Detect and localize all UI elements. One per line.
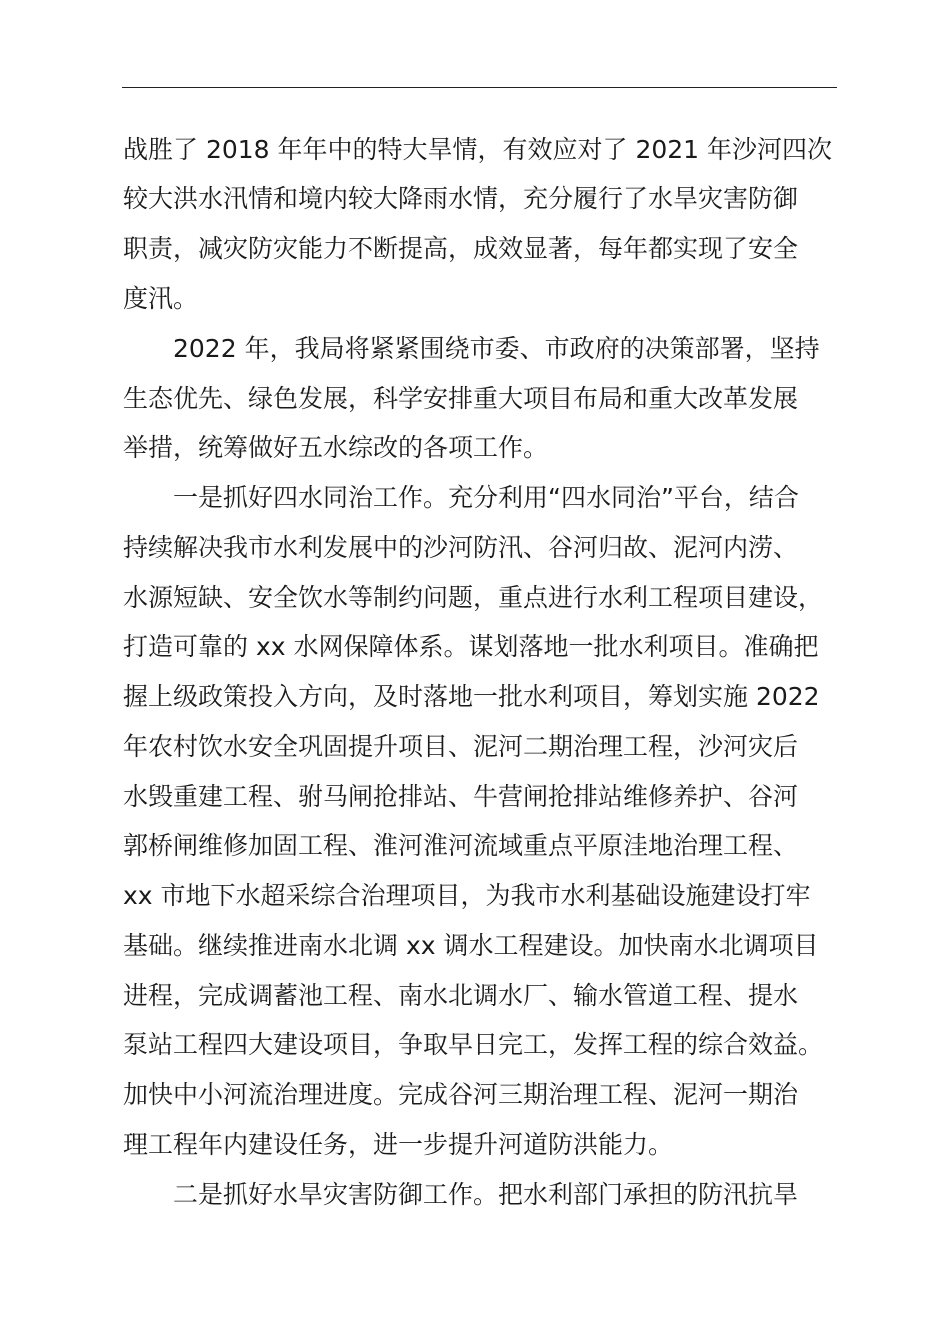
text-line: 持续解决我市水利发展中的沙河防汛、谷河归故、泥河内涝、 <box>123 533 799 562</box>
text-line: 泵站工程四大建设项目，争取早日完工，发挥工程的综合效益。 <box>123 1030 824 1059</box>
text-line: 水毁重建工程、驸马闸抢排站、牛营闸抢排站维修养护、谷河 <box>123 782 799 811</box>
text-line: 生态优先、绿色发展，科学安排重大项目布局和重大改革发展 <box>123 384 799 413</box>
text-line: 郭桥闸维修加固工程、淮河淮河流域重点平原洼地治理工程、 <box>123 831 799 860</box>
text-line: xx 市地下水超采综合治理项目，为我市水利基础设施建设打牢 <box>123 881 811 910</box>
paragraph-start-line: 一是抓好四水同治工作。充分利用“四水同治”平台，结合 <box>173 483 799 512</box>
text-line: 年农村饮水安全巩固提升项目、泥河二期治理工程，沙河灾后 <box>123 732 799 761</box>
text-line: 度汛。 <box>123 284 199 313</box>
text-line: 进程，完成调蓄池工程、南水北调水厂、输水管道工程、提水 <box>123 981 799 1010</box>
text-line: 理工程年内建设任务，进一步提升河道防洪能力。 <box>123 1130 674 1159</box>
text-line: 职责，减灾防灾能力不断提高，成效显著，每年都实现了安全 <box>123 234 799 263</box>
text-line: 打造可靠的 xx 水网保障体系。谋划落地一批水利项目。准确把 <box>123 632 819 661</box>
text-line: 举措，统筹做好五水综改的各项工作。 <box>123 433 549 462</box>
paragraph-start-line: 2022 年，我局将紧紧围绕市委、市政府的决策部署，坚持 <box>173 334 820 363</box>
text-line: 水源短缺、安全饮水等制约问题，重点进行水利工程项目建设， <box>123 583 824 612</box>
text-line: 加快中小河流治理进度。完成谷河三期治理工程、泥河一期治 <box>123 1080 799 1109</box>
header-rule <box>122 87 837 88</box>
text-line: 基础。继续推进南水北调 xx 调水工程建设。加快南水北调项目 <box>123 931 819 960</box>
text-line: 握上级政策投入方向，及时落地一批水利项目，筹划实施 2022 <box>123 682 820 711</box>
paragraph-start-line: 二是抓好水旱灾害防御工作。把水利部门承担的防汛抗旱 <box>173 1180 799 1209</box>
text-line: 战胜了 2018 年年中的特大旱情，有效应对了 2021 年沙河四次 <box>123 135 833 164</box>
text-line: 较大洪水汛情和境内较大降雨水情，充分履行了水旱灾害防御 <box>123 184 799 213</box>
